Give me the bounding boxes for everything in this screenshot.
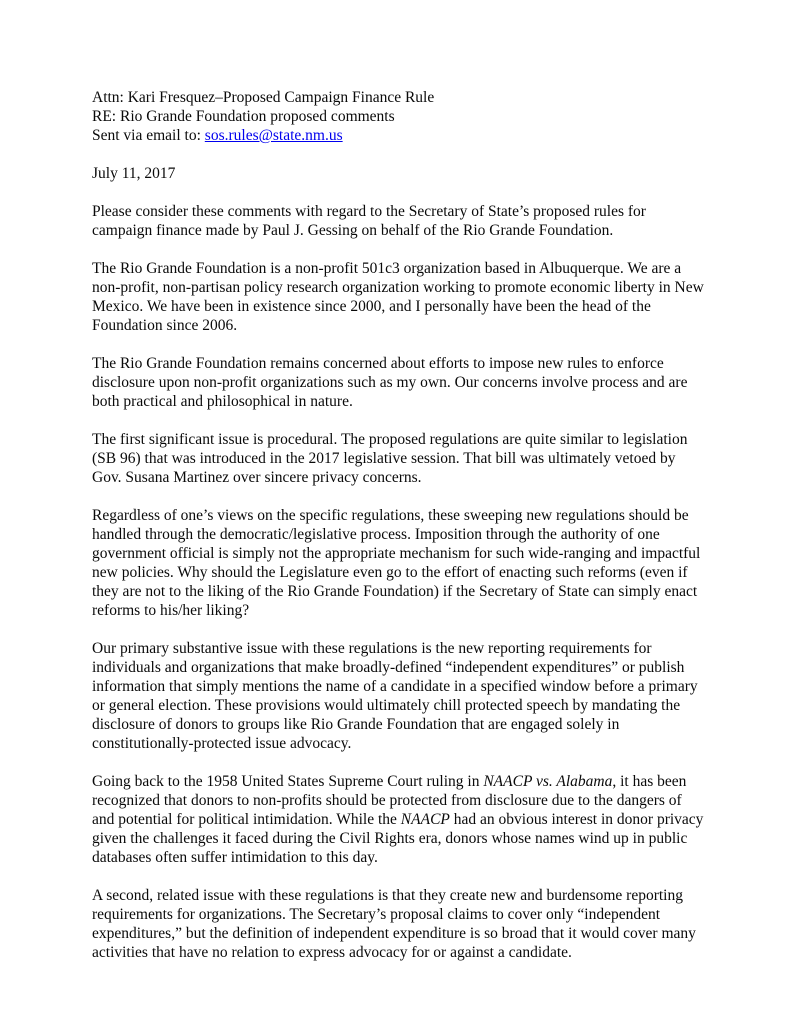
text-segment: Going back to the 1958 United States Supreme Court ruling in xyxy=(92,773,484,790)
text-segment: Regardless of one’s views on the specific regulations, these sweeping new regulations should be handled through the democratic/legislative process. Imposition through the authority of one government official is simply not the appropriate mechanism for such wide-ranging and impactful new policies. Why should the Legislature even go to the effort of enacting such reforms (even if they are not to the liking of the Rio Grande Foundation) if the Secretary of State can simply enact reforms to his/her liking? xyxy=(92,507,701,619)
date-line: July 11, 2017 xyxy=(92,165,176,182)
text-segment: The Rio Grande Foundation is a non-profit 501c3 organization based in Albuquerque. We are a non-profit, non-partisan policy research organization working to promote economic liberty in New Mexico. We have been in existence since 2000, and I personally have been the head of the Foundation since 2006. xyxy=(92,260,704,334)
attn-line: Attn: Kari Fresquez–Proposed Campaign Finance Rule xyxy=(92,89,435,106)
text-segment: Please consider these comments with regard to the Secretary of State’s proposed rules for campaign finance made by Paul J. Gessing on behalf of the Rio Grande Foundation. xyxy=(92,203,646,239)
body-paragraph xyxy=(92,259,706,335)
body-paragraph xyxy=(92,639,706,753)
sent-line xyxy=(92,126,706,145)
re-line: RE: Rio Grande Foundation proposed comments xyxy=(92,108,395,125)
text-segment: A second, related issue with these regulations is that they create new and burdensome reporting requirements for organizations. The Secretary’s proposal claims to cover only “independent expenditures,” but the definition of independent expenditure is so broad that it would cover many activities that have no relation to express advocacy for or against a candidate. xyxy=(92,887,696,961)
text-segment: Our primary substantive issue with these regulations is the new reporting requirements for individuals and organizations that make broadly-defined “independent expenditures” or publish information that simply mentions the name of a candidate in a specified window before a primary or general election. These provisions would ultimately chill protected speech by mandating the disclosure of donors to groups like Rio Grande Foundation that are engaged solely in constitutionally-protected issue advocacy. xyxy=(92,640,698,752)
body-paragraph xyxy=(92,430,706,487)
email-link[interactable]: sos.rules@state.nm.us xyxy=(204,127,343,144)
text-segment: had an obvious interest in donor privacy given the challenges it faced during the Civil Rights era, donors whose names wind up in public databases often suffer intimidation to this day. xyxy=(92,811,704,866)
body-paragraph xyxy=(92,772,706,867)
body-paragraph xyxy=(92,506,706,620)
text-segment: , it has been recognized that donors to non-profits should be protected from disclosure due to the dangers of and potential for political intimidation. While the xyxy=(92,773,687,828)
text-segment: The Rio Grande Foundation remains concerned about efforts to impose new rules to enforce disclosure upon non-profit organizations such as my own. Our concerns involve process and are both practical and philosophical in nature. xyxy=(92,355,688,410)
italic-text: NAACP xyxy=(400,811,450,828)
body-paragraph xyxy=(92,886,706,962)
letter-body xyxy=(92,202,706,962)
body-paragraph xyxy=(92,202,706,240)
italic-text: NAACP vs. Alabama xyxy=(483,773,613,790)
letter xyxy=(92,88,706,981)
body-paragraph xyxy=(92,354,706,411)
letter-header xyxy=(92,88,706,145)
text-segment: The first significant issue is procedural. The proposed regulations are quite similar to legislation (SB 96) that was introduced in the 2017 legislative session. That bill was ultimately vetoed by Gov. Susana Martinez over sincere privacy concerns. xyxy=(92,431,688,486)
sent-prefix: Sent via email to: xyxy=(92,127,205,144)
